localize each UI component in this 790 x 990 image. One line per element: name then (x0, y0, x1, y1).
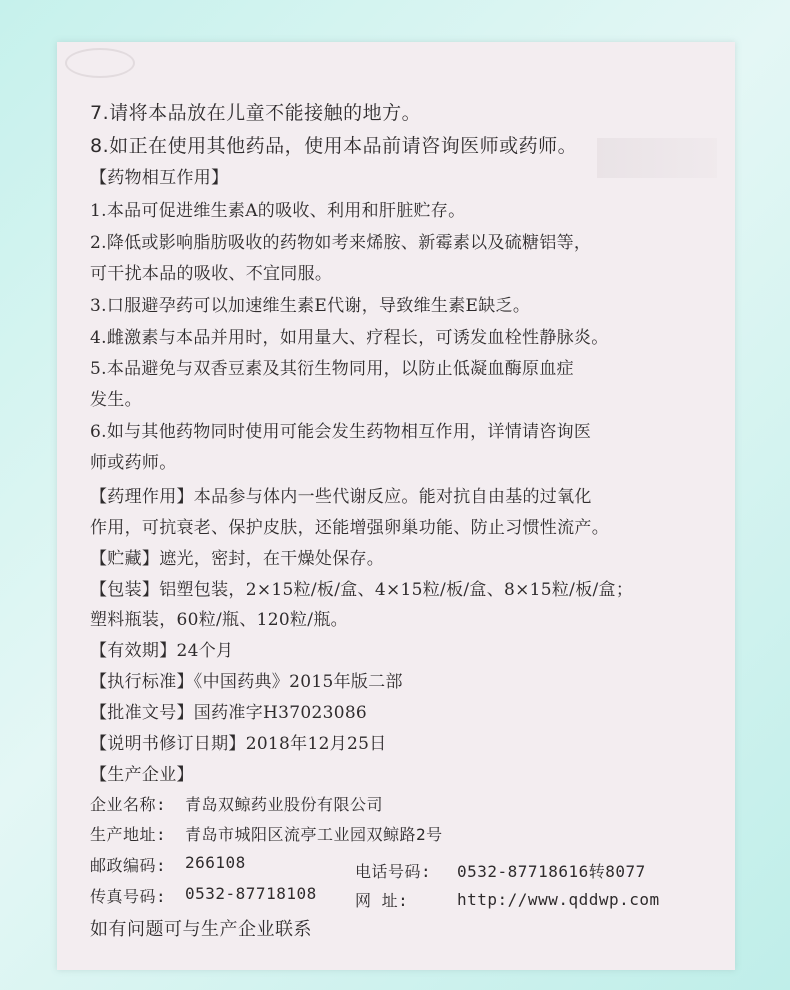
bleed-through-shadow (597, 138, 717, 178)
address-value: 青岛市城阳区流亭工业园双鲸路2号 (185, 825, 443, 844)
interaction-item-4: 4.雌激素与本品并用时，如用量大、疗程长，可诱发血栓性静脉炎。 (90, 328, 609, 348)
interaction-item-2-line-1: 2.降低或影响脂肪吸收的药物如考来烯胺、新霉素以及硫糖铝等， (90, 233, 592, 253)
packaging-line-1: 【包装】铝塑包装，2×15粒/板/盒、4×15粒/板/盒、8×15粒/板/盒； (90, 580, 634, 600)
phone-value: 0532-87718616转8077 (457, 862, 646, 881)
standard-line: 【执行标准】《中国药典》2015年版二部 (90, 672, 403, 692)
packaging-line-2: 塑料瓶装，60粒/瓶、120粒/瓶。 (90, 610, 348, 630)
website-label: 网 址: (355, 891, 409, 910)
fax-label: 传真号码: (90, 887, 167, 906)
website-value: http://www.qddwp.com (457, 890, 660, 909)
precaution-item-8: 8.如正在使用其他药品，使用本品前请咨询医师或药师。 (90, 135, 578, 157)
interaction-item-2-line-2: 可干扰本品的吸收、不宜同服。 (90, 264, 333, 284)
approval-number-line: 【批准文号】国药准字H37023086 (90, 703, 368, 723)
interaction-item-1: 1.本品可促进维生素A的吸收、利用和肝脏贮存。 (90, 201, 466, 221)
interactions-heading: 【药物相互作用】 (90, 168, 229, 188)
revision-date-line: 【说明书修订日期】2018年12月25日 (90, 734, 387, 754)
postcode-value: 266108 (185, 853, 246, 872)
interaction-item-3: 3.口服避孕药可以加速维生素E代谢，导致维生素E缺乏。 (90, 296, 531, 316)
faded-logo (65, 48, 135, 78)
company-name-value: 青岛双鲸药业股份有限公司 (185, 795, 384, 814)
storage-line: 【贮藏】遮光，密封，在干燥处保存。 (90, 549, 385, 569)
precaution-item-7: 7.请将本品放在儿童不能接触的地方。 (90, 102, 422, 124)
pharmacology-line-1: 【药理作用】本品参与体内一些代谢反应。能对抗自由基的过氧化 (90, 487, 592, 507)
postcode-label: 邮政编码: (90, 856, 167, 875)
contact-note: 如有问题可与生产企业联系 (90, 919, 312, 940)
interaction-item-6-line-1: 6.如与其他药物同时使用可能会发生药物相互作用，详情请咨询医 (90, 422, 592, 442)
pharmacology-line-2: 作用，可抗衰老、保护皮肤，还能增强卵巢功能、防止习惯性流产。 (90, 518, 609, 538)
interaction-item-5-line-2: 发生。 (90, 390, 142, 410)
interaction-item-6-line-2: 师或药师。 (90, 453, 177, 473)
validity-line: 【有效期】24个月 (90, 641, 234, 661)
leaflet-paper (57, 42, 735, 970)
manufacturer-heading: 【生产企业】 (90, 765, 194, 785)
phone-label: 电话号码: (355, 862, 432, 881)
interaction-item-5-line-1: 5.本品避免与双香豆素及其衍生物同用，以防止低凝血酶原血症 (90, 359, 574, 379)
address-label: 生产地址: (90, 825, 167, 844)
company-name-label: 企业名称: (90, 795, 167, 814)
fax-value: 0532-87718108 (185, 884, 317, 903)
